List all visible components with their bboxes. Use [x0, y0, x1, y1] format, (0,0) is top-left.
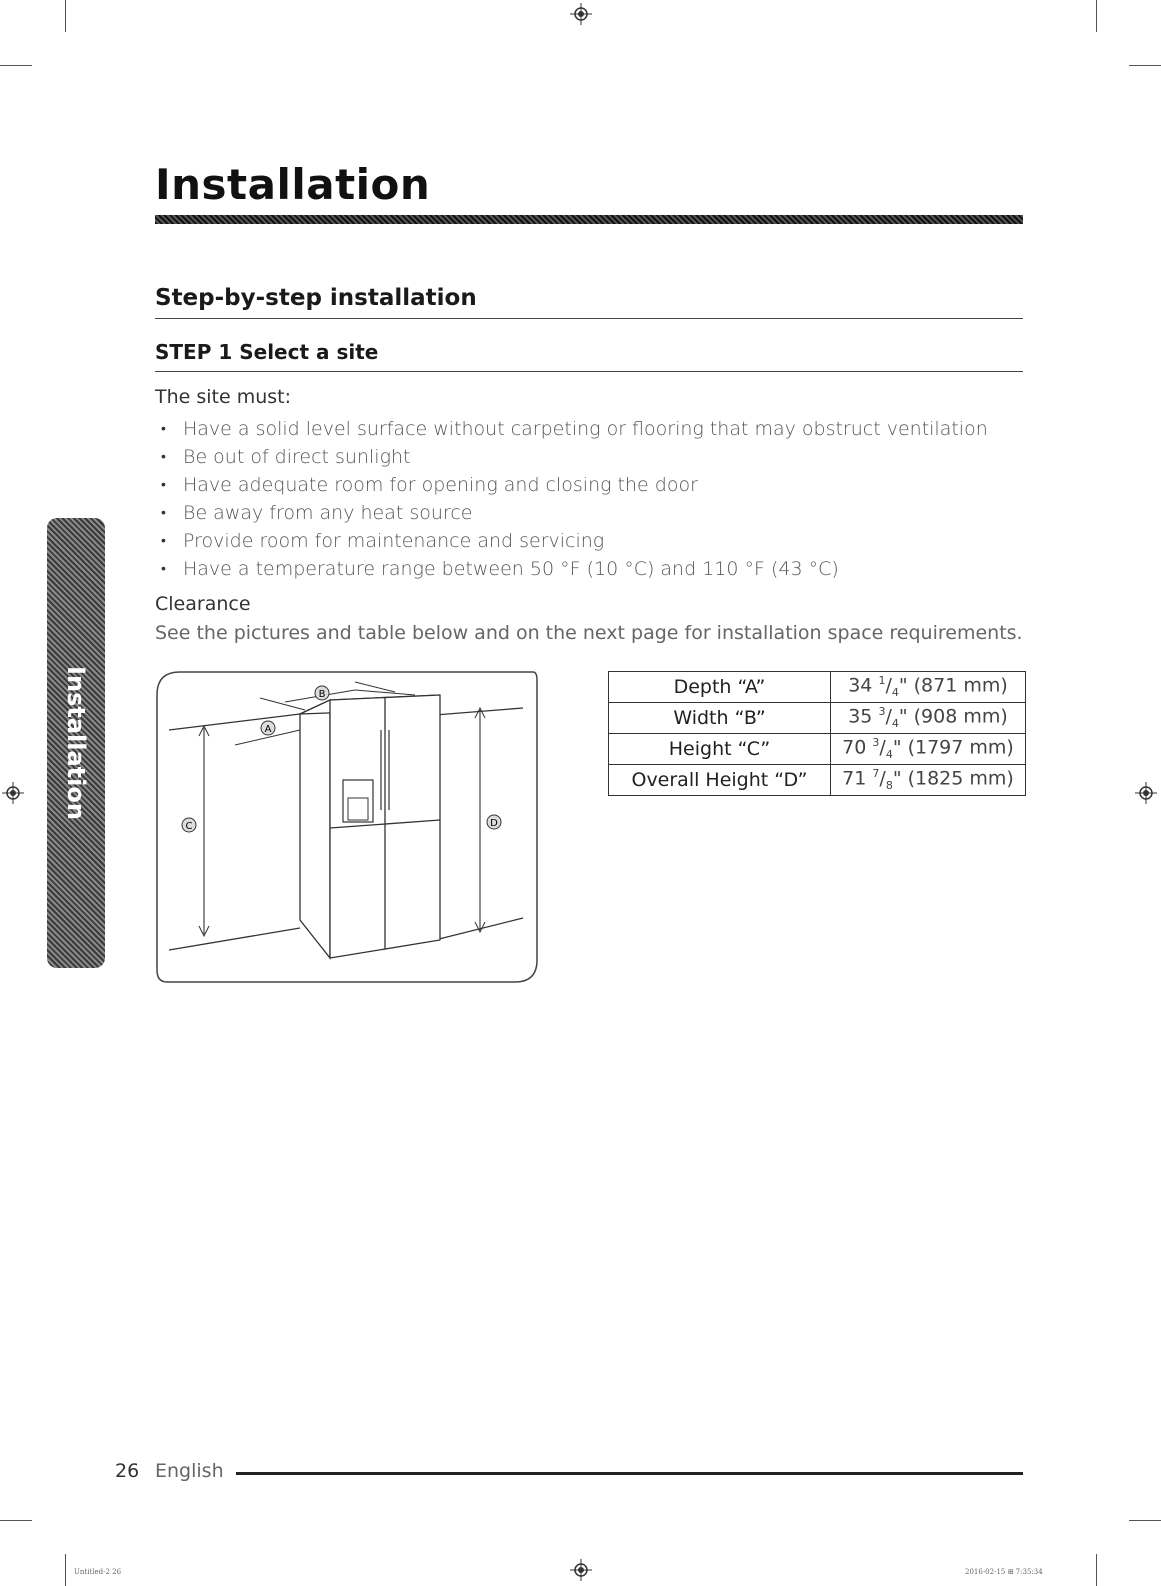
step-number: 1 [218, 340, 233, 364]
section-heading: Step-by-step installation [155, 285, 477, 311]
step-word: STEP [155, 340, 212, 364]
diagram-label-d: D [490, 818, 498, 829]
registration-mark-icon [2, 782, 24, 804]
site-intro: The site must: [155, 386, 292, 408]
step-title: Select a site [239, 340, 379, 364]
table-cell-value: 35 $^3/_4$" (908 mm) [831, 703, 1026, 734]
table-row [609, 703, 1026, 734]
print-slug-left: Untitled-2 26 [74, 1568, 122, 1576]
table-cell-label: Depth “A” [609, 672, 831, 703]
registration-mark-icon [570, 3, 592, 25]
list-item: • Have adequate room for opening and closing the door [155, 471, 988, 499]
list-item: • Be away from any heat source [155, 499, 988, 527]
footer-rule [236, 1472, 1023, 1475]
requirements-list [155, 415, 988, 583]
table-row [609, 765, 1026, 796]
crop-mark [65, 1554, 66, 1586]
dimension-table [608, 671, 1026, 796]
table-cell-value: 70 $^3/_4$" (1797 mm) [831, 734, 1026, 765]
page-title: Installation [155, 160, 431, 209]
crop-mark [1096, 0, 1097, 32]
page-language: English [155, 1460, 224, 1482]
diagram-label-b: B [318, 689, 326, 700]
refrigerator-clearance-diagram [155, 670, 545, 990]
step-heading [155, 340, 378, 364]
table-cell-value: 71 $^7/_8$" (1825 mm) [831, 765, 1026, 796]
table-cell-value: 34 $^1/_4$" (871 mm) [831, 672, 1026, 703]
title-rule [155, 215, 1023, 224]
table-row [609, 672, 1026, 703]
crop-mark [1129, 1520, 1161, 1521]
crop-mark [0, 65, 32, 66]
print-slug-right: 2016-02-15 ⊞ 7:35:34 [965, 1568, 1043, 1576]
side-tab-label: Installation [62, 666, 91, 820]
section-rule [155, 318, 1023, 319]
clearance-text: See the pictures and table below and on the next page for installation space requirements. [155, 622, 1023, 644]
crop-mark [65, 0, 66, 32]
diagram-label-c: C [185, 821, 193, 832]
list-item: • Have a temperature range between 50 °F (10 °C) and 110 °F (43 °C) [155, 555, 988, 583]
table-row [609, 734, 1026, 765]
registration-mark-icon [1135, 782, 1157, 804]
diagram-label-a: A [264, 724, 272, 735]
list-item: • Provide room for maintenance and servicing [155, 527, 988, 555]
side-tab [47, 518, 105, 968]
table-cell-label: Width “B” [609, 703, 831, 734]
crop-mark [0, 1520, 32, 1521]
list-item: • Be out of direct sunlight [155, 443, 988, 471]
clearance-heading: Clearance [155, 593, 251, 615]
registration-mark-icon [570, 1559, 592, 1581]
table-cell-label: Height “C” [609, 734, 831, 765]
page-number: 26 [115, 1460, 140, 1482]
table-cell-label: Overall Height “D” [609, 765, 831, 796]
crop-mark [1129, 65, 1161, 66]
step-rule [155, 371, 1023, 372]
list-item: • Have a solid level surface without carpeting or flooring that may obstruct ventilation [155, 415, 988, 443]
crop-mark [1096, 1554, 1097, 1586]
